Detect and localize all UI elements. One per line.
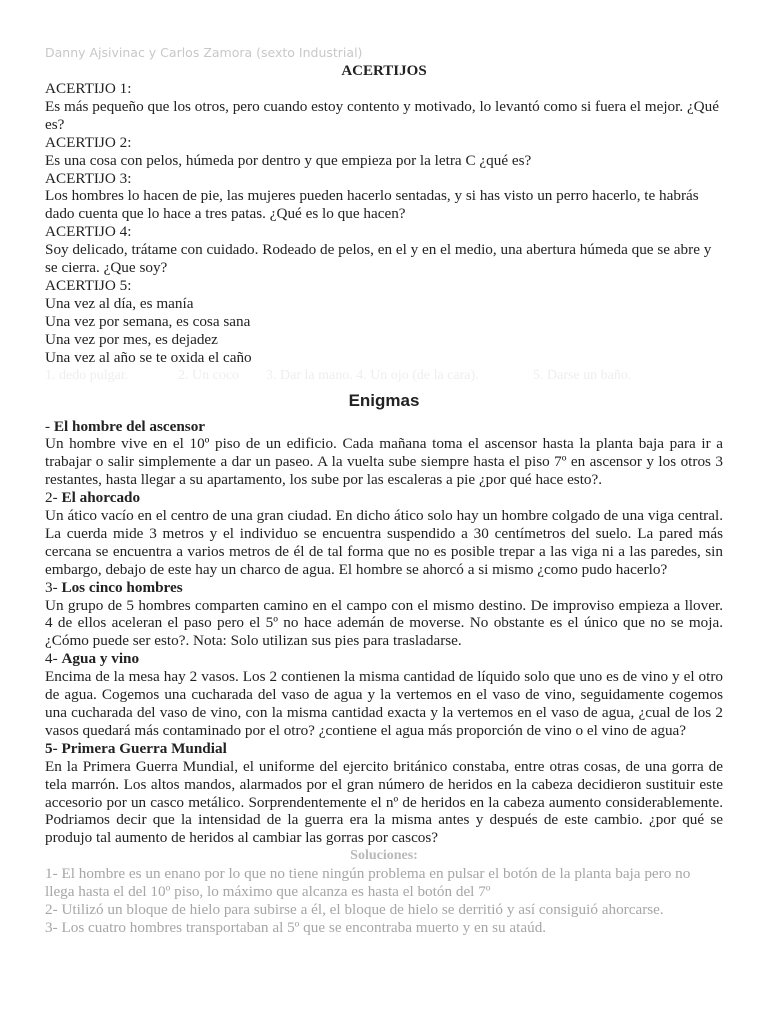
- enigma-5-text: En la Primera Guerra Mundial, el uniforme del ejercito británico constaba, entre otras cosas, de una gorra de tela marrón. Los altos mandos, alarmados por el gran número de heridos en la cabeza decidieron sustituir este accesorio por un casco metálico. Sorprendentemente el nº de heridos en la cabeza aumento considerablemente. Podriamos decir que la intensidad de la guerra era la misma antes y después de este cambio. ¿por qué se produjo tal aumento de heridos al cambiar las gorras por cascos?: [45, 757, 723, 847]
- enigma-title: Los cinco hombres: [61, 578, 183, 596]
- acertijo-4-label: ACERTIJO 4:: [45, 223, 132, 241]
- enigma-2-heading: [45, 489, 723, 507]
- acertijo-3-text: Los hombres lo hacen de pie, las mujeres pueden hacerlo sentadas, y si has visto un perro hacerlo, te habrás dado cuenta que lo hace a tres patas. ¿Qué es lo que hacen?: [45, 187, 699, 223]
- enigma-4-text: Encima de la mesa hay 2 vasos. Los 2 contienen la misma cantidad de líquido solo que uno es de vino y el otro de agua. Cogemos una cucharada del vaso de agua y la vertemos en el vaso de vino, seguidamente cogemos una cucharada del vaso de vino, con la misma cantidad exacta y la vertemos en el vaso de agua, ¿cual de los 2 vasos quedará más contaminado por el otro? ¿contiene el agua más proporción de vino o el vino de agua?: [45, 668, 723, 739]
- answer-item: 3. Dar la mano. 4. Un ojo (de la cara).: [266, 367, 479, 383]
- acertijo-5-line: Una vez por semana, es cosa sana: [45, 312, 251, 330]
- acertijos-section: [45, 80, 723, 385]
- acertijo-5-line: Una vez al año se te oxida el caño: [45, 348, 252, 366]
- enigma-1-heading: [45, 418, 723, 436]
- enigma-1-text: Un hombre vive en el 10º piso de un edificio. Cada mañana toma el ascensor hasta la planta baja para ir a trabajar o salir simplemente a dar un paseo. A la vuelta sube siempre hasta el piso 7º en ascensor y los otros 3 restantes, hasta llegar a su apartamento, los sube por las escaleras a pie ¿por qué hace esto?.: [45, 435, 723, 489]
- acertijos-heading: ACERTIJOS: [341, 63, 427, 79]
- enigma-3-text: Un grupo de 5 hombres comparten camino en el campo con el mismo destino. De improviso empieza a llover. 4 de ellos aceleran el paso pero el 5º no hace ademán de moverse. No obstante es el único que no se moja. ¿Cómo puede ser esto?. Nota: Solo utilizan sus pies para trasladarse.: [45, 596, 723, 650]
- answer-item: 2. Un coco: [178, 367, 240, 383]
- enigma-prefix: 4-: [45, 650, 62, 668]
- solucion-2: 2- Utilizó un bloque de hielo para subirse a él, el bloque de hielo se derritió y así consiguió ahorcarse.: [45, 901, 664, 919]
- enigmas-heading: Enigmas: [348, 390, 420, 410]
- acertijo-5-label: ACERTIJO 5:: [45, 276, 132, 294]
- enigma-prefix: -: [45, 417, 54, 435]
- acertijo-3-label: ACERTIJO 3:: [45, 169, 132, 187]
- enigma-title: 5- Primera Guerra Mundial: [45, 739, 227, 757]
- enigmas-section: [45, 418, 723, 848]
- soluciones-heading: Soluciones:: [350, 848, 418, 864]
- acertijos-answers: [45, 367, 723, 385]
- authors-line: Danny Ajsivinac y Carlos Zamora (sexto Industrial): [45, 45, 363, 60]
- answer-item: 1. dedo pulgar.: [45, 367, 129, 383]
- enigma-prefix: 2-: [45, 489, 62, 507]
- enigma-title: El ahorcado: [61, 489, 141, 507]
- acertijo-5-line: Una vez por mes, es dejadez: [45, 330, 218, 348]
- enigma-5-heading: [45, 740, 723, 758]
- enigma-title: Agua y vino: [61, 650, 140, 668]
- solucion-1: 1- El hombre es un enano por lo que no tiene ningún problema en pulsar el botón de la planta baja pero no llega hasta el del 10º piso, lo máximo que alcanza es hasta el botón del 7º: [45, 865, 691, 901]
- enigma-2-text: Un ático vacío en el centro de una gran ciudad. En dicho ático solo hay un hombre colgado de una viga central. La cuerda mide 3 metros y el individuo se encuentra suspendido a 30 centímetros del suelo. La pared más cercana se encuentra a varios metros de él de tal forma que no es posible trepar a las viga ni a las paredes, sin embargo, debajo de este hay un charco de agua. El hombre se ahorcó a si mismo ¿como pudo hacerlo?: [45, 507, 723, 578]
- acertijo-1-text: Es más pequeño que los otros, pero cuando estoy contento y motivado, lo levantó como si fuera el mejor. ¿Qué es?: [45, 97, 719, 133]
- acertijo-4-text: Soy delicado, trátame con cuidado. Rodeado de pelos, en el y en el medio, una abertura húmeda que se abre y se cierra. ¿Que soy?: [45, 241, 712, 277]
- acertijo-1-label: ACERTIJO 1:: [45, 80, 132, 97]
- document-page: [45, 44, 723, 937]
- acertijo-2-label: ACERTIJO 2:: [45, 133, 132, 151]
- solucion-3: 3- Los cuatro hombres transportaban al 5º que se encontraba muerto y en su ataúd.: [45, 918, 547, 936]
- enigma-title: El hombre del ascensor: [53, 417, 206, 435]
- soluciones-section: [45, 847, 723, 937]
- acertijo-5-line: Una vez al día, es manía: [45, 294, 194, 312]
- answer-item: 5. Darse un baño.: [533, 367, 632, 383]
- acertijo-2-text: Es una cosa con pelos, húmeda por dentro y que empieza por la letra C ¿qué es?: [45, 151, 532, 169]
- enigma-4-heading: [45, 650, 723, 668]
- enigma-3-heading: [45, 579, 723, 597]
- enigma-prefix: 3-: [45, 578, 62, 596]
